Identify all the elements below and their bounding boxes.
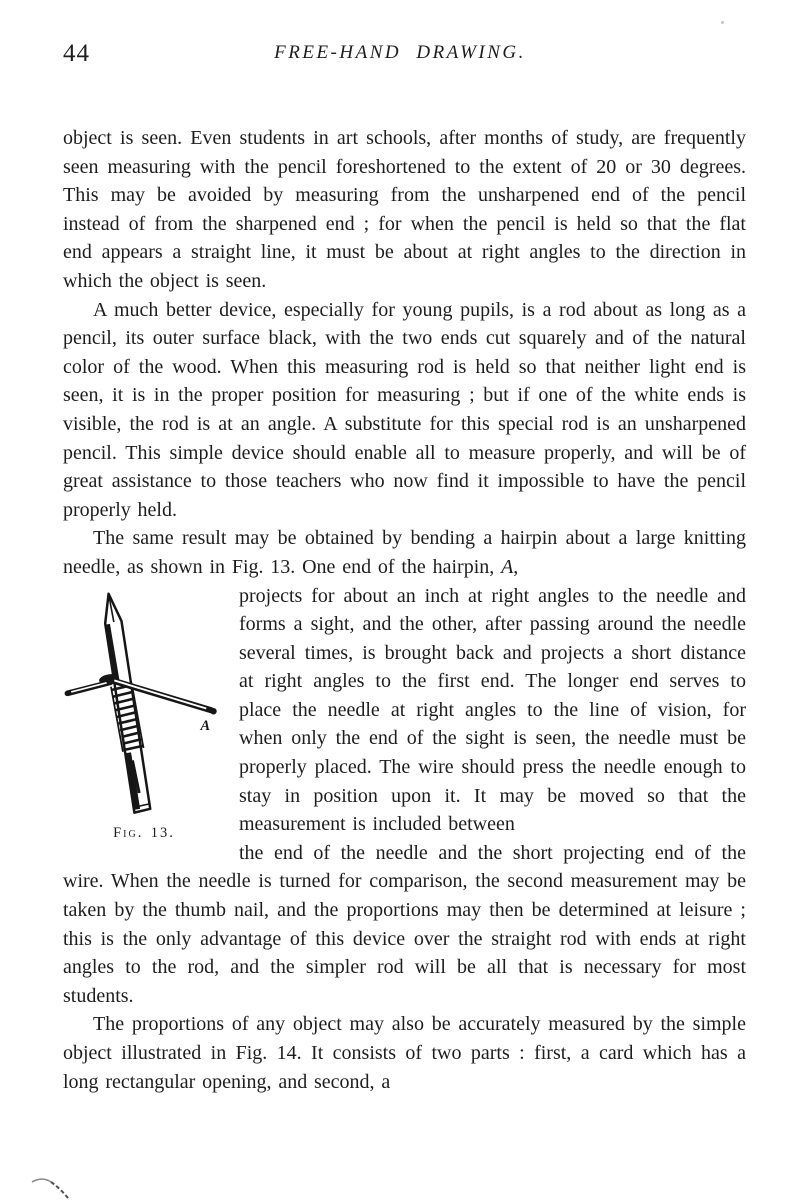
hairpin-needle-illustration [63,588,225,816]
figure-13 [63,588,225,848]
stray-pencil-mark [30,1176,82,1200]
paragraph-2: A much better device, especially for young pupils, is a rod about as long as a pencil, its outer surface black, with the two ends cut squarely and of the natural color of the wood. When this measuring rod is held so that neither light end is seen, it is in the proper position for measuring ; but if one of the white ends is visible, the rod is at an angle. A substitute for this special rod is an unsharpened pencil. This simple device should enable all to measure properly, and will be of great assistance to those teachers who now find it impossible to have the pencil properly held. [63,298,746,521]
paragraph-3-intro-text: The same result may be obtained by bending a hairpin about a large knitting needle, as shown in Fig. 13. One end of the hairpin, [63,527,746,578]
paragraph-3-intro [63,524,746,581]
paragraph-4: The proportions of any object may also be accurately measured by the simple object illustrated in Fig. 14. It consists of two parts : first, a card which has a long rectangular opening, and second, a [63,1013,746,1093]
paragraph-3-wrapped: projects for about an inch at right angles to the needle and forms a sight, and the other, after passing around the needle several times, is brought back and projects a short distance at right angles to the first end. The longer end serves to place the needle at right angles to the line of vision, for when only the end of the sight is seen, the needle must be properly placed. The wire should press the needle enough to stay in position upon it. It may be moved so that the measurement is included between [239,584,746,836]
paragraph-1: object is seen. Even students in art schools, after months of study, are frequently seen measuring with the pencil foreshortened to the extent of 20 or 30 degrees. This may be avoided by measuring from the unsharpened end of the pencil instead of from the sharpened end ; for when the pencil is held so that the flat end appears a straight line, it must be about at right angles to the direction in which the object is seen. [63,127,746,292]
running-title: FREE-HAND DRAWING. [274,42,526,63]
figure-caption: Fig. 13. [113,824,175,841]
knitting-needle [105,593,150,812]
page-number: 44 [63,40,90,67]
page-header [0,0,800,102]
paragraph-3-intro-after: , [513,555,519,578]
figure-wrap-section [63,582,746,1011]
stray-speck [721,21,724,24]
wire-short-arm [67,682,110,693]
body-text [63,124,746,1096]
hairpin-label-inline: A [501,555,514,578]
figure-point-label: A [200,717,211,734]
paragraph-3-rest: the end of the needle and the short projecting end of the wire. When the needle is turned for comparison, the second measurement may be taken by the thumb nail, and the proportions may then be determined at leisure ; this is the only advantage of this device over the straight rod with ends at right angles to the rod, and the simpler rod will be all that is necessary for most students. [63,841,746,1007]
